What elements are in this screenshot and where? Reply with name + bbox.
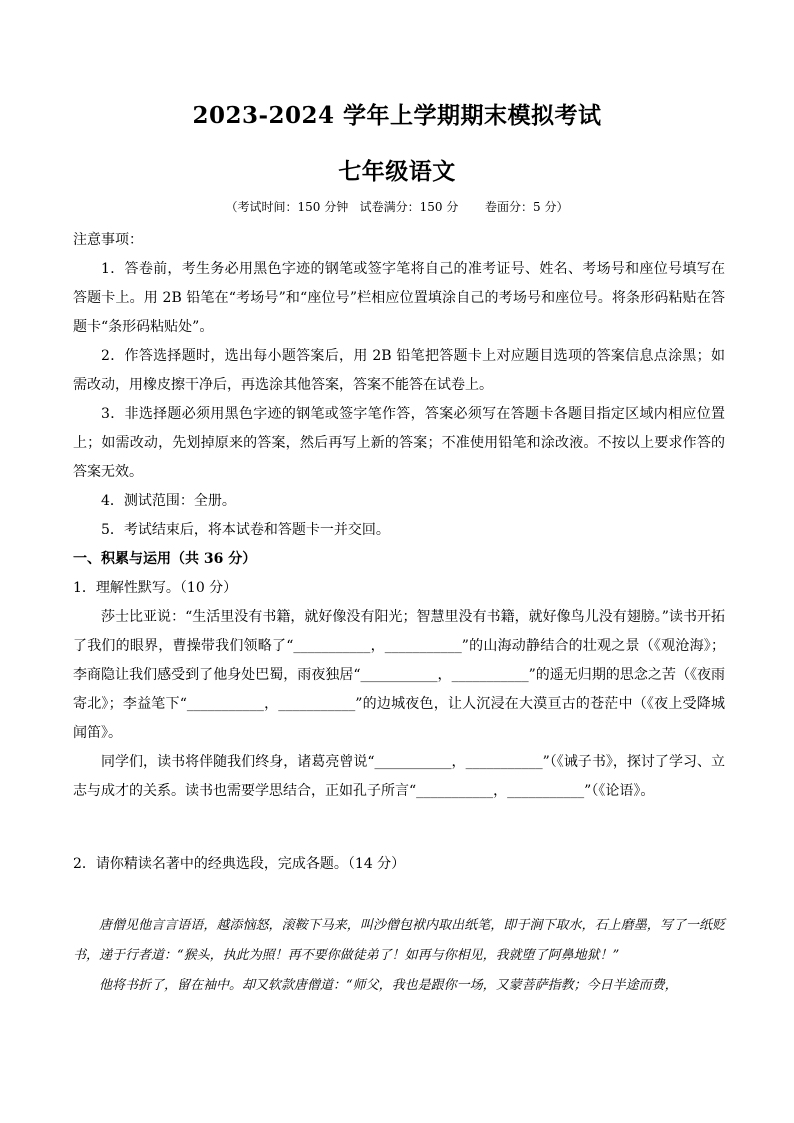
section-heading: 一、积累与运用（共 36 分） bbox=[73, 551, 257, 567]
notes-heading: 注意事项： bbox=[73, 232, 143, 248]
note-item: 3．非选择题必须用黑色字迹的钢笔或签字笔作答，答案必须写在答题卡各题目指定区域内相应位置上；如需改动，先划掉原来的答案，然后再写上新的答案；不准使用铅笔和涂改液。不按以上要求作答的答案无效。 bbox=[73, 406, 725, 480]
excerpt-paragraph: 他将书折了，留在袖中。却又软款唐僧道：“师父，我也是跟你一场，又蒙菩萨指教；今日半途而费， bbox=[99, 978, 678, 993]
question-1-paragraph: 同学们，读书将伴随我们终身，诸葛亮曾说“___________，___________”（《诫子书》，探讨了学习、立志与成才的关系。读书也需要学思结合，正如孔子所言“___________，___________”（《论语》。 bbox=[73, 754, 725, 799]
note-item: 2．作答选择题时，选出每小题答案后，用 2B 铅笔把答题卡上对应题目选项的答案信息点涂黑；如需改动，用橡皮擦干净后，再选涂其他答案，答案不能答在试卷上。 bbox=[73, 348, 725, 393]
exam-subtitle: 七年级语文 bbox=[338, 158, 456, 185]
reading-excerpt bbox=[73, 911, 725, 1001]
exam-info: （考试时间：150 分钟 试卷满分：150 分 卷面分：5 分） bbox=[225, 200, 569, 214]
excerpt-paragraph: 唐僧见他言言语语，越添恼怒，滚鞍下马来，叫沙僧包袱内取出纸笔，即于涧下取水，石上磨墨，写了一纸贬书，递于行者道：“猴头，执此为照！再不要你做徒弟了！如再与你相见，我就堕了阿鼻地狱！” bbox=[73, 918, 725, 963]
question-2-heading: 2．请你精读名著中的经典选段，完成各题。（14 分） bbox=[73, 856, 406, 872]
spacer bbox=[73, 806, 725, 850]
note-item: 5．考试结束后，将本试卷和答题卡一并交回。 bbox=[101, 522, 390, 538]
question-1-paragraph: 莎士比亚说：“生活里没有书籍，就好像没有阳光；智慧里没有书籍，就好像鸟儿没有翅膀。”读书开拓了我们的眼界，曹操带我们领略了“___________，___________”的山海动静结合的壮观之景（《观沧海》；李商隐让我们感受到了他身处巴蜀，雨夜独居“___________，___________”的遥无归期的思念之苦（《夜雨寄北》；李益笔下“___________，___________”的边城夜色，让人沉浸在大漠亘古的苍茫中（《夜上受降城闻笛》。 bbox=[73, 609, 725, 741]
note-item: 4．测试范围：全册。 bbox=[101, 493, 236, 509]
note-item: 1．答卷前，考生务必用黑色字迹的钢笔或签字笔将自己的准考证号、姓名、考场号和座位号填写在答题卡上。用 2B 铅笔在“考场号”和“座位号”栏相应位置填涂自己的考场号和座位号。将条形码粘贴在答题卡“条形码粘贴处”。 bbox=[73, 261, 725, 335]
exam-title: 2023-2024 学年上学期期末模拟考试 bbox=[192, 102, 602, 129]
exam-body bbox=[73, 226, 725, 879]
question-1-heading: 1．理解性默写。（10 分） bbox=[73, 580, 238, 596]
